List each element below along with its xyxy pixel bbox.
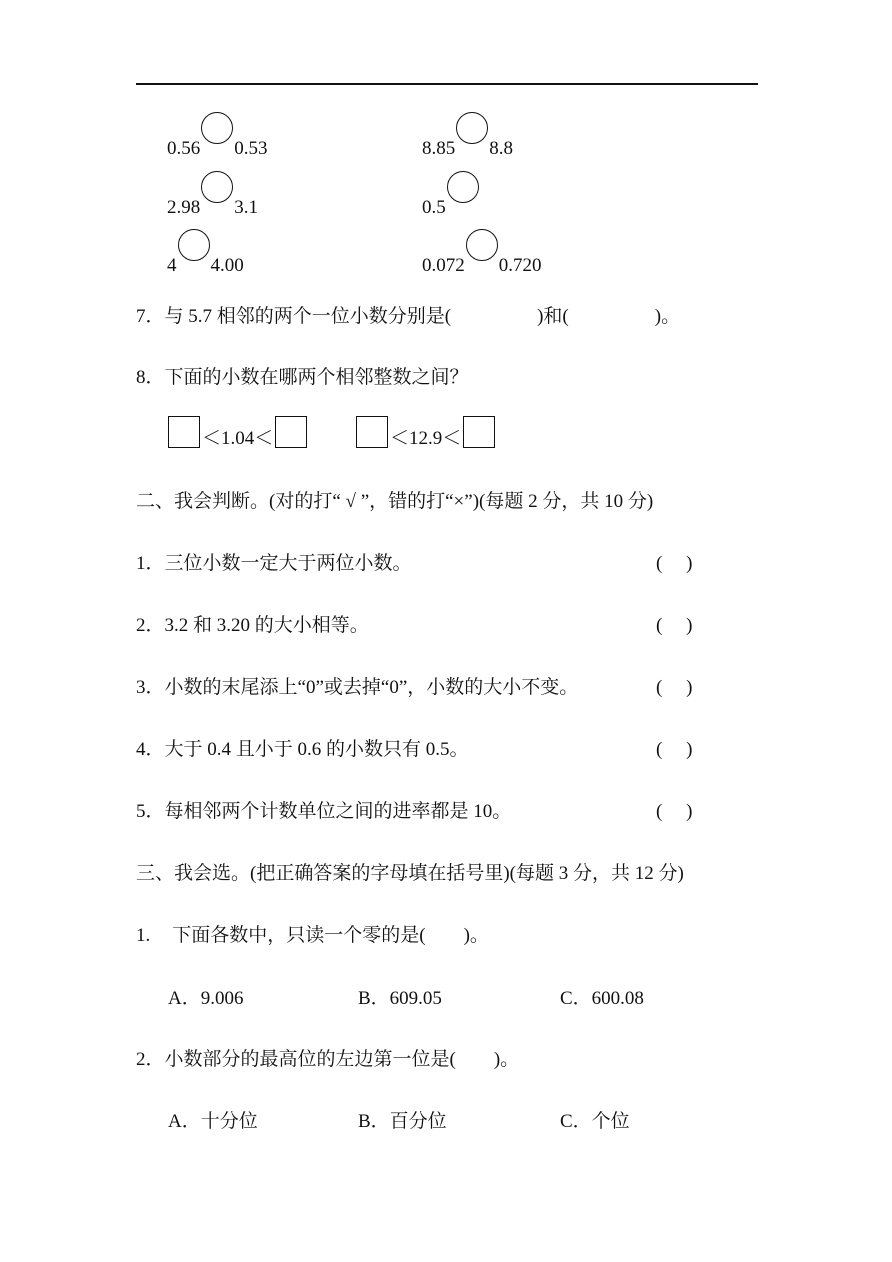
question-text: )和( (537, 306, 569, 327)
judge-item-2 (136, 610, 369, 637)
question-text: 三位小数一定大于两位小数。 (164, 553, 412, 574)
question-number: 8． (136, 367, 165, 388)
question-text: 每相邻两个计数单位之间的进率都是 10。 (164, 801, 512, 822)
judge-item-4 (136, 734, 469, 761)
compare-item-1a (167, 124, 268, 160)
question-number: 7． (136, 306, 165, 327)
answer-circle[interactable] (201, 171, 233, 203)
answer-circle[interactable] (447, 171, 479, 203)
judge-item-1 (136, 548, 412, 575)
range-text: ＜12.9＜ (390, 428, 462, 449)
question-text: 小数部分的最高位的左边第一位是( )。 (164, 1049, 520, 1070)
compare-item-3a (167, 241, 244, 277)
section-3-title: 三、我会选。(把正确答案的字母填在括号里)(每题 3 分，共 12 分) (136, 863, 684, 884)
choice-option-b[interactable]: B．百分位 (358, 1111, 447, 1132)
question-text: 下面各数中，只读一个零的是( )。 (172, 925, 489, 946)
compare-right: 4.00 (210, 255, 244, 276)
compare-right: 8.8 (489, 138, 513, 159)
question-text: 小数的末尾添上“0”或去掉“0”，小数的大小不变。 (164, 677, 579, 698)
choice-option-a[interactable]: A．9.006 (168, 988, 244, 1009)
judge-item-5 (136, 796, 511, 823)
answer-circle[interactable] (201, 112, 233, 144)
question-text: 与 5.7 相邻的两个一位小数分别是( (164, 306, 452, 327)
range-text: ＜1.04＜ (202, 428, 274, 449)
answer-paren[interactable]: ( ) (656, 553, 693, 574)
answer-circle[interactable] (456, 112, 488, 144)
answer-box[interactable] (463, 416, 495, 448)
compare-left: 8.85 (422, 138, 456, 159)
range-item-2 (354, 420, 497, 452)
judge-item-3 (136, 672, 578, 699)
answer-circle[interactable] (466, 229, 498, 261)
choice-option-c[interactable]: C．600.08 (560, 988, 644, 1009)
compare-right: 3.1 (234, 197, 258, 218)
question-number: 2． (136, 615, 165, 636)
answer-paren[interactable]: ( ) (656, 677, 693, 698)
answer-box[interactable] (168, 416, 200, 448)
compare-right: 0.720 (498, 255, 542, 276)
compare-left: 0.5 (422, 197, 446, 218)
question-text: 大于 0.4 且小于 0.6 的小数只有 0.5。 (164, 739, 469, 760)
answer-box[interactable] (275, 416, 307, 448)
choice-question-2 (136, 1044, 519, 1071)
compare-left: 4 (167, 255, 177, 276)
question-8 (136, 362, 469, 389)
question-number: 1． (136, 553, 165, 574)
compare-left: 0.072 (422, 255, 465, 276)
compare-item-2b (422, 183, 480, 219)
question-text: 3.2 和 3.20 的大小相等。 (164, 615, 369, 636)
question-number: 4． (136, 739, 165, 760)
answer-paren[interactable]: ( ) (656, 739, 693, 760)
choice-question-1 (136, 920, 489, 947)
compare-left: 2.98 (167, 197, 201, 218)
question-number: 2． (136, 1049, 165, 1070)
question-text: 下面的小数在哪两个相邻整数之间？ (164, 367, 469, 388)
answer-paren[interactable]: ( ) (656, 801, 693, 822)
header-rule (136, 83, 758, 85)
range-item-1 (166, 420, 309, 452)
choice-option-b[interactable]: B．609.05 (358, 988, 442, 1009)
question-7 (136, 301, 680, 328)
compare-item-3b (422, 241, 542, 277)
answer-paren[interactable]: ( ) (656, 615, 693, 636)
question-number: 3． (136, 677, 165, 698)
compare-item-2a (167, 183, 258, 219)
compare-right: 0.53 (234, 138, 268, 159)
answer-circle[interactable] (178, 229, 210, 261)
question-number: 1. (136, 925, 151, 946)
answer-box[interactable] (356, 416, 388, 448)
compare-left: 0.56 (167, 138, 201, 159)
question-text: )。 (654, 306, 681, 327)
choice-option-a[interactable]: A．十分位 (168, 1111, 258, 1132)
compare-item-1b (422, 124, 513, 160)
section-2-title: 二、我会判断。(对的打“ √ ”，错的打“×”)(每题 2 分，共 10 分) (136, 491, 654, 512)
choice-option-c[interactable]: C．个位 (560, 1111, 630, 1132)
question-number: 5． (136, 801, 165, 822)
